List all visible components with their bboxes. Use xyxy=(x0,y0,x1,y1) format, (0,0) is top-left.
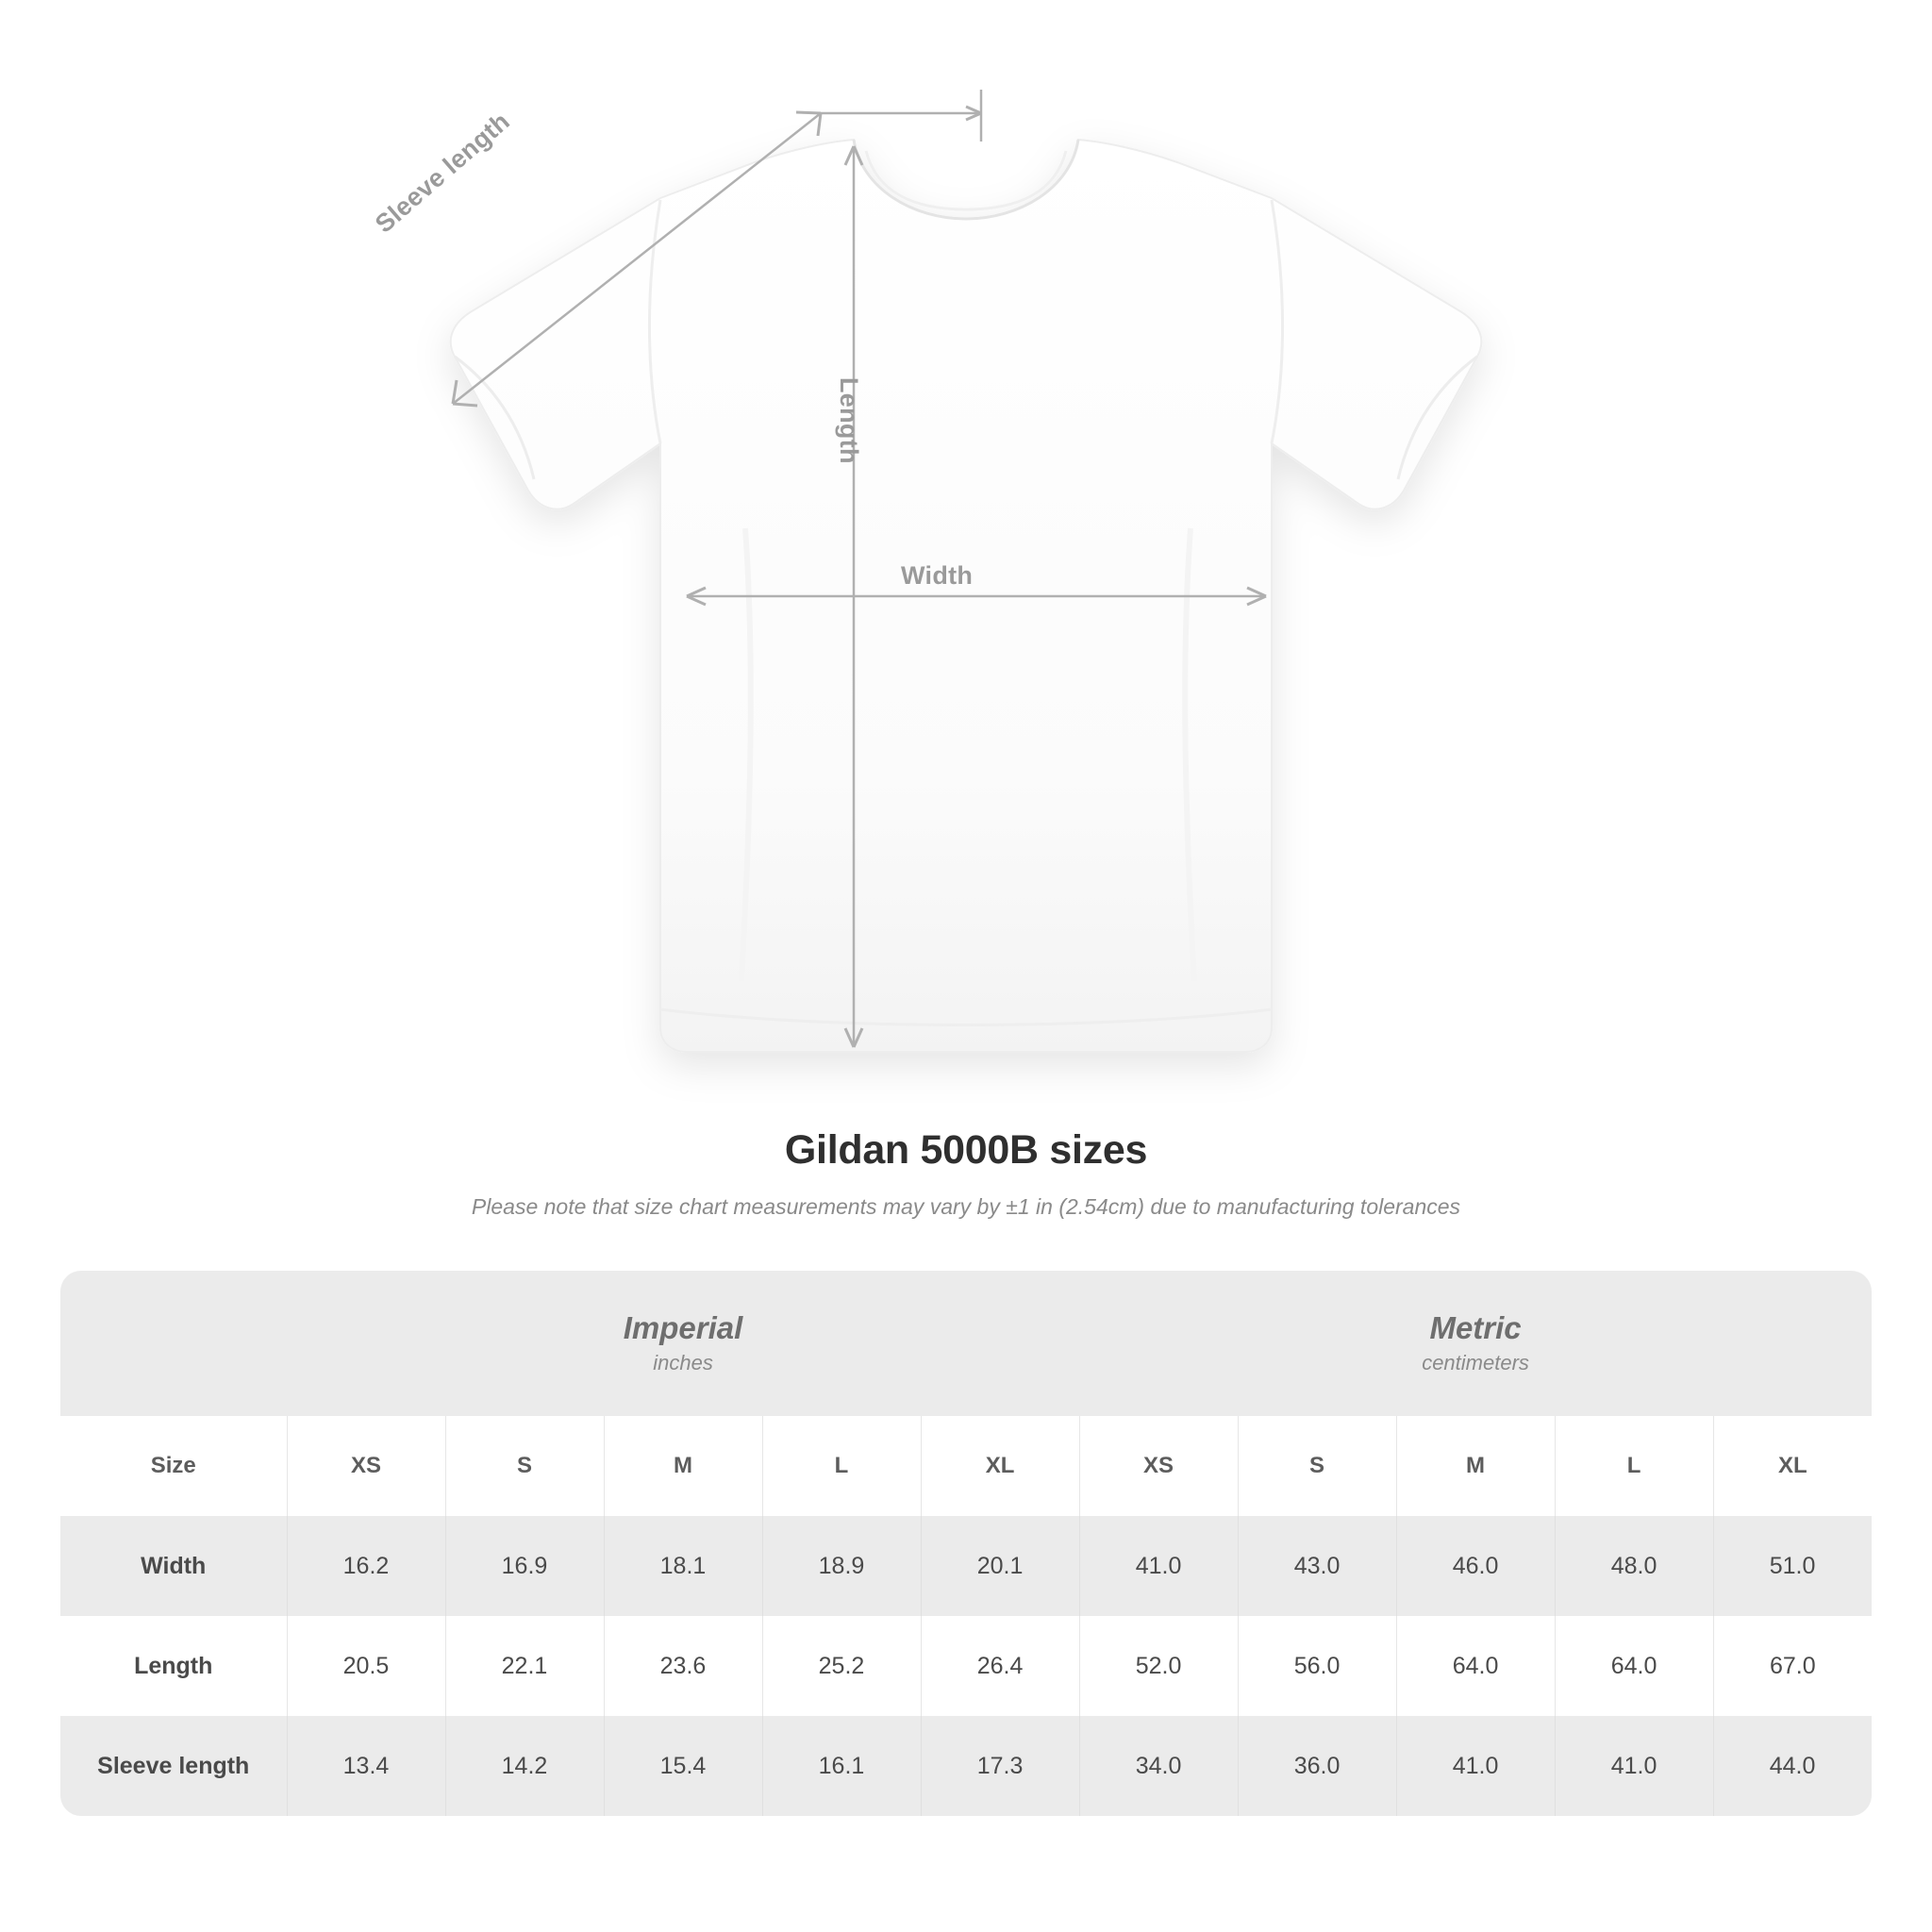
cell-length-imperial-xs: 20.5 xyxy=(287,1616,445,1716)
cell-width-imperial-m: 18.1 xyxy=(604,1516,762,1616)
cell-width-imperial-xl: 20.1 xyxy=(921,1516,1079,1616)
cell-length-metric-xs: 52.0 xyxy=(1079,1616,1238,1716)
cell-width-metric-m: 46.0 xyxy=(1396,1516,1555,1616)
unit-subtitle-label: inches xyxy=(653,1351,713,1375)
unit-group-metric xyxy=(1079,1271,1872,1416)
size-table xyxy=(60,1271,1872,1816)
cell-sleeve-imperial-s: 14.2 xyxy=(445,1716,604,1816)
cell-sleeve-imperial-m: 15.4 xyxy=(604,1716,762,1816)
unit-group-imperial xyxy=(287,1271,1079,1416)
cell-sleeve-metric-s: 36.0 xyxy=(1238,1716,1396,1816)
cell-sleeve-metric-xs: 34.0 xyxy=(1079,1716,1238,1816)
cell-sleeve-metric-m: 41.0 xyxy=(1396,1716,1555,1816)
size-table-wrapper xyxy=(60,1271,1872,1816)
cell-sleeve-metric-l: 41.0 xyxy=(1555,1716,1713,1816)
page-title: Gildan 5000B sizes xyxy=(784,1127,1148,1173)
size-cell-metric-m: M xyxy=(1396,1416,1555,1516)
table-row xyxy=(60,1616,1872,1716)
size-cell-imperial-xs: XS xyxy=(287,1416,445,1516)
cell-sleeve-metric-xl: 44.0 xyxy=(1713,1716,1872,1816)
cell-length-metric-l: 64.0 xyxy=(1555,1616,1713,1716)
cell-sleeve-imperial-xl: 17.3 xyxy=(921,1716,1079,1816)
title-block xyxy=(0,1127,1932,1220)
cell-width-metric-xs: 41.0 xyxy=(1079,1516,1238,1616)
cell-length-metric-xl: 67.0 xyxy=(1713,1616,1872,1716)
unit-subtitle-label: centimeters xyxy=(1422,1351,1529,1375)
tolerance-note: Please note that size chart measurements may vary by ±1 in (2.54cm) due to manufacturing tolerances xyxy=(471,1194,1461,1219)
size-cell-metric-l: L xyxy=(1555,1416,1713,1516)
cell-length-imperial-xl: 26.4 xyxy=(921,1616,1079,1716)
size-cell-metric-xs: XS xyxy=(1079,1416,1238,1516)
cell-length-imperial-l: 25.2 xyxy=(762,1616,921,1716)
cell-sleeve-imperial-l: 16.1 xyxy=(762,1716,921,1816)
cell-width-imperial-s: 16.9 xyxy=(445,1516,604,1616)
size-cell-imperial-s: S xyxy=(445,1416,604,1516)
table-row xyxy=(60,1516,1872,1616)
size-cell-metric-s: S xyxy=(1238,1416,1396,1516)
unit-header-row xyxy=(60,1271,1872,1416)
size-cell-metric-xl: XL xyxy=(1713,1416,1872,1516)
unit-system-label: Imperial xyxy=(623,1309,743,1345)
cell-sleeve-imperial-xs: 13.4 xyxy=(287,1716,445,1816)
size-header-row xyxy=(60,1416,1872,1516)
cell-width-metric-s: 43.0 xyxy=(1238,1516,1396,1616)
table-row xyxy=(60,1716,1872,1816)
unit-system-label: Metric xyxy=(1429,1309,1522,1345)
cell-width-imperial-l: 18.9 xyxy=(762,1516,921,1616)
length-label: Length xyxy=(835,377,863,464)
row-label-length: Length xyxy=(60,1616,287,1716)
cell-length-metric-s: 56.0 xyxy=(1238,1616,1396,1716)
sleeve-length-label: Sleeve length xyxy=(370,107,515,239)
cell-width-imperial-xs: 16.2 xyxy=(287,1516,445,1616)
row-label-sleeve-length: Sleeve length xyxy=(60,1716,287,1816)
unit-header-corner xyxy=(60,1271,287,1416)
width-label: Width xyxy=(901,561,974,590)
cell-length-imperial-m: 23.6 xyxy=(604,1616,762,1716)
row-label-width: Width xyxy=(60,1516,287,1616)
cell-length-imperial-s: 22.1 xyxy=(445,1616,604,1716)
size-header-cell: Size xyxy=(60,1416,287,1516)
cell-width-metric-l: 48.0 xyxy=(1555,1516,1713,1616)
size-cell-imperial-xl: XL xyxy=(921,1416,1079,1516)
size-cell-imperial-m: M xyxy=(604,1416,762,1516)
cell-length-metric-m: 64.0 xyxy=(1396,1616,1555,1716)
size-cell-imperial-l: L xyxy=(762,1416,921,1516)
cell-width-metric-xl: 51.0 xyxy=(1713,1516,1872,1616)
